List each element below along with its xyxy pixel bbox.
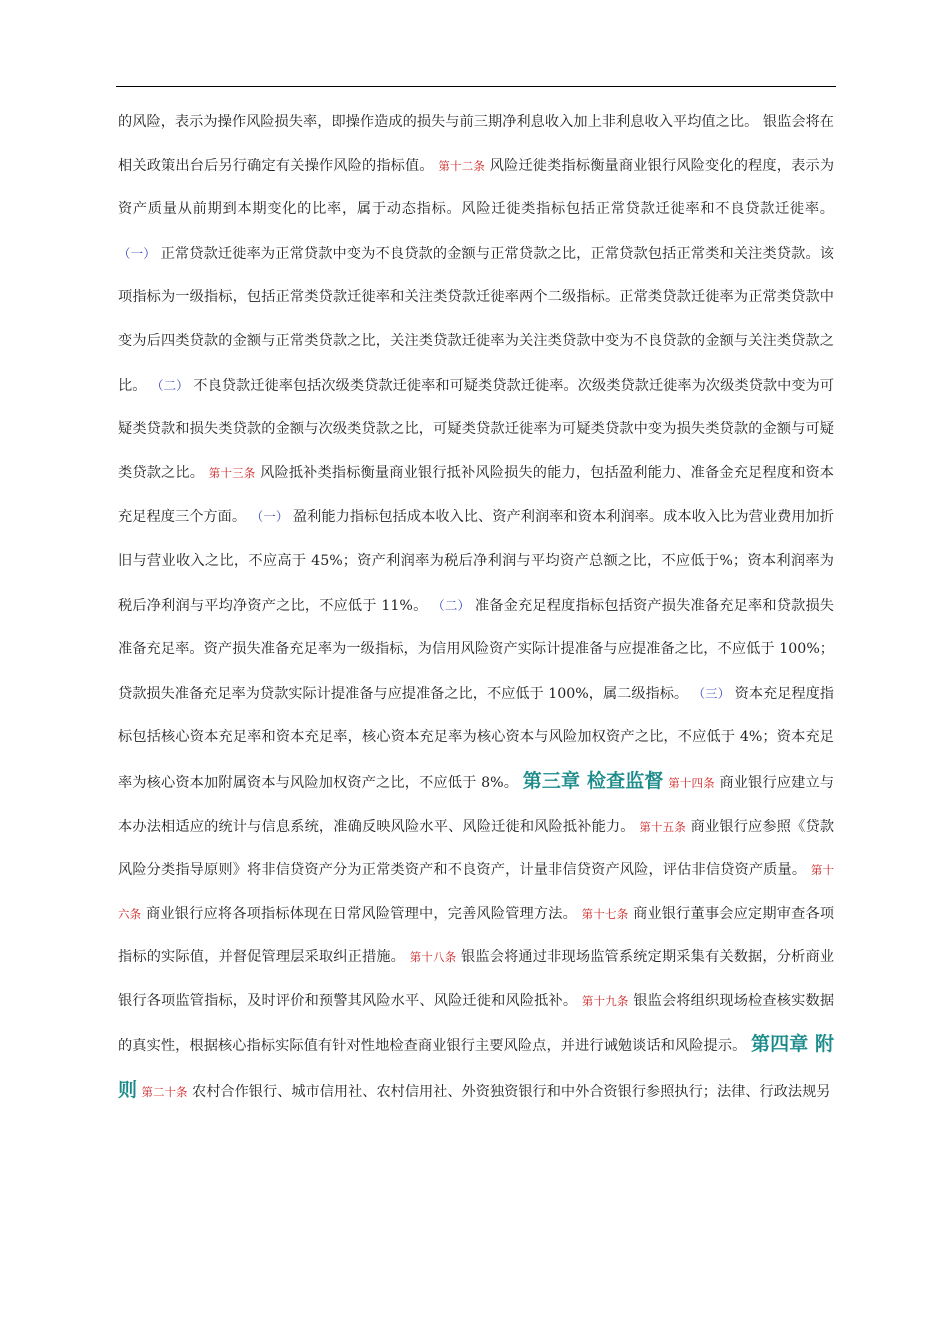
clause-number: （三） <box>692 685 731 701</box>
article-number: 第十七条 <box>581 906 629 921</box>
body-text: 风险迁徙类指标衡量商业银行风险变化的程度，表示为资产质量从前期到本期变化的比率，属于动态指标。风险迁徙类指标包括正常贷款迁徙率和不良贷款迁徙率。 <box>118 157 835 218</box>
body-text: 银监会将通过非现场监管系统定期采集有关数据，分析商业银行各项监管指标，及时评价和预警其风险水平、风险迁徙和风险抵补。 <box>118 949 835 1009</box>
document-body <box>118 101 834 1115</box>
article-number: 第十九条 <box>581 993 629 1008</box>
body-text: 银监会将组织现场检查核实数据的真实性，根据核心指标实际值有针对性地检查商业银行主要风险点，并进行诫勉谈话和风险提示。 <box>118 992 835 1055</box>
body-text: 盈利能力指标包括成本收入比、资产利润率和资本利润率。成本收入比为营业费用加折旧与营业收入之比，不应高于 45%；资产利润率为税后净利润与平均资产总额之比，不应低于%；资本利润率为税后净利润与平均净资产之比，不应低于 11%。 <box>118 509 834 614</box>
body-text: 风险抵补类指标衡量商业银行抵补风险损失的能力，包括盈利能力、准备金充足程度和资本充足程度三个方面。 <box>118 464 834 526</box>
clause-number: （二） <box>432 597 471 613</box>
article-number: 第十二条 <box>438 158 486 173</box>
clause-number: （一） <box>118 245 156 261</box>
article-number: 第十八条 <box>409 950 457 965</box>
body-text: 商业银行应将各项指标体现在日常风险管理中，完善风险管理方法。 <box>141 905 582 922</box>
header-rule <box>116 86 836 87</box>
body-text: 商业银行应参照《贷款风险分类指导原则》将非信贷资产分为正常类资产和不良资产，计量非信贷资产风险，评估非信贷资产质量。 <box>118 818 835 879</box>
chapter-heading: 第四章 附则 <box>118 1033 834 1102</box>
article-number: 第十五条 <box>639 819 686 834</box>
article-number: 第十六条 <box>118 863 835 921</box>
body-text: 准备金充足程度指标包括资产损失准备充足率和贷款损失准备充足率。资产损失准备充足率为一级指标，为信用风险资产实际计提准备与应提准备之比，不应低于 100%；贷款损失准备充足率为贷款实际计提准备与应提准备之比，不应低于 100%，属二级指标。 <box>118 597 834 702</box>
article-number: 第二十条 <box>141 1085 188 1100</box>
clause-number: （一） <box>250 509 289 525</box>
body-text: 商业银行董事会应定期审查各项指标的实际值，并督促管理层采取纠正措施。 <box>118 905 835 966</box>
article-number: 第十四条 <box>668 775 715 790</box>
body-text: 正常贷款迁徙率为正常贷款中变为不良贷款的金额与正常贷款之比，正常贷款包括正常类和关注类贷款。该项指标为一级指标，包括正常类贷款迁徙率和关注类贷款迁徙率两个二级指标。正常类贷款迁徙率为正常类贷款中变为后四类贷款的金额与正常类贷款之比，关注类贷款迁徙率为关注类贷款中变为不良贷款的金额与关注类贷款之比。 <box>118 245 834 394</box>
body-text: 资本充足程度指标包括核心资本充足率和资本充足率，核心资本充足率为核心资本与风险加权资产之比，不应低于 4%；资本充足率为核心资本加附属资本与风险加权资产之比，不应低于 8%。 <box>118 685 834 791</box>
clause-number: （二） <box>151 377 189 393</box>
chapter-heading: 第三章 检查监督 <box>522 769 664 792</box>
body-text: 不良贷款迁徙率包括次级类贷款迁徙率和可疑类贷款迁徙率。次级类贷款迁徙率为次级类贷款中变为可疑类贷款和损失类贷款的金额与次级类贷款之比，可疑类贷款迁徙率为可疑类贷款中变为损失类贷款的金额与可疑类贷款之比。 <box>118 377 834 481</box>
body-text: 商业银行应建立与本办法相适应的统计与信息系统，准确反映风险水平、风险迁徙和风险抵补能力。 <box>118 774 835 835</box>
body-text: 的风险，表示为操作风险损失率，即操作造成的损失与前三期净利息收入加上非利息收入平均值之比。 银监会将在相关政策出台后另行确定有关操作风险的指标值。 <box>118 114 834 174</box>
article-number: 第十三条 <box>208 465 256 480</box>
body-text: 农村合作银行、城市信用社、农村信用社、外资独资银行和中外合资银行参照执行；法律、行政法规另 <box>187 1084 831 1101</box>
